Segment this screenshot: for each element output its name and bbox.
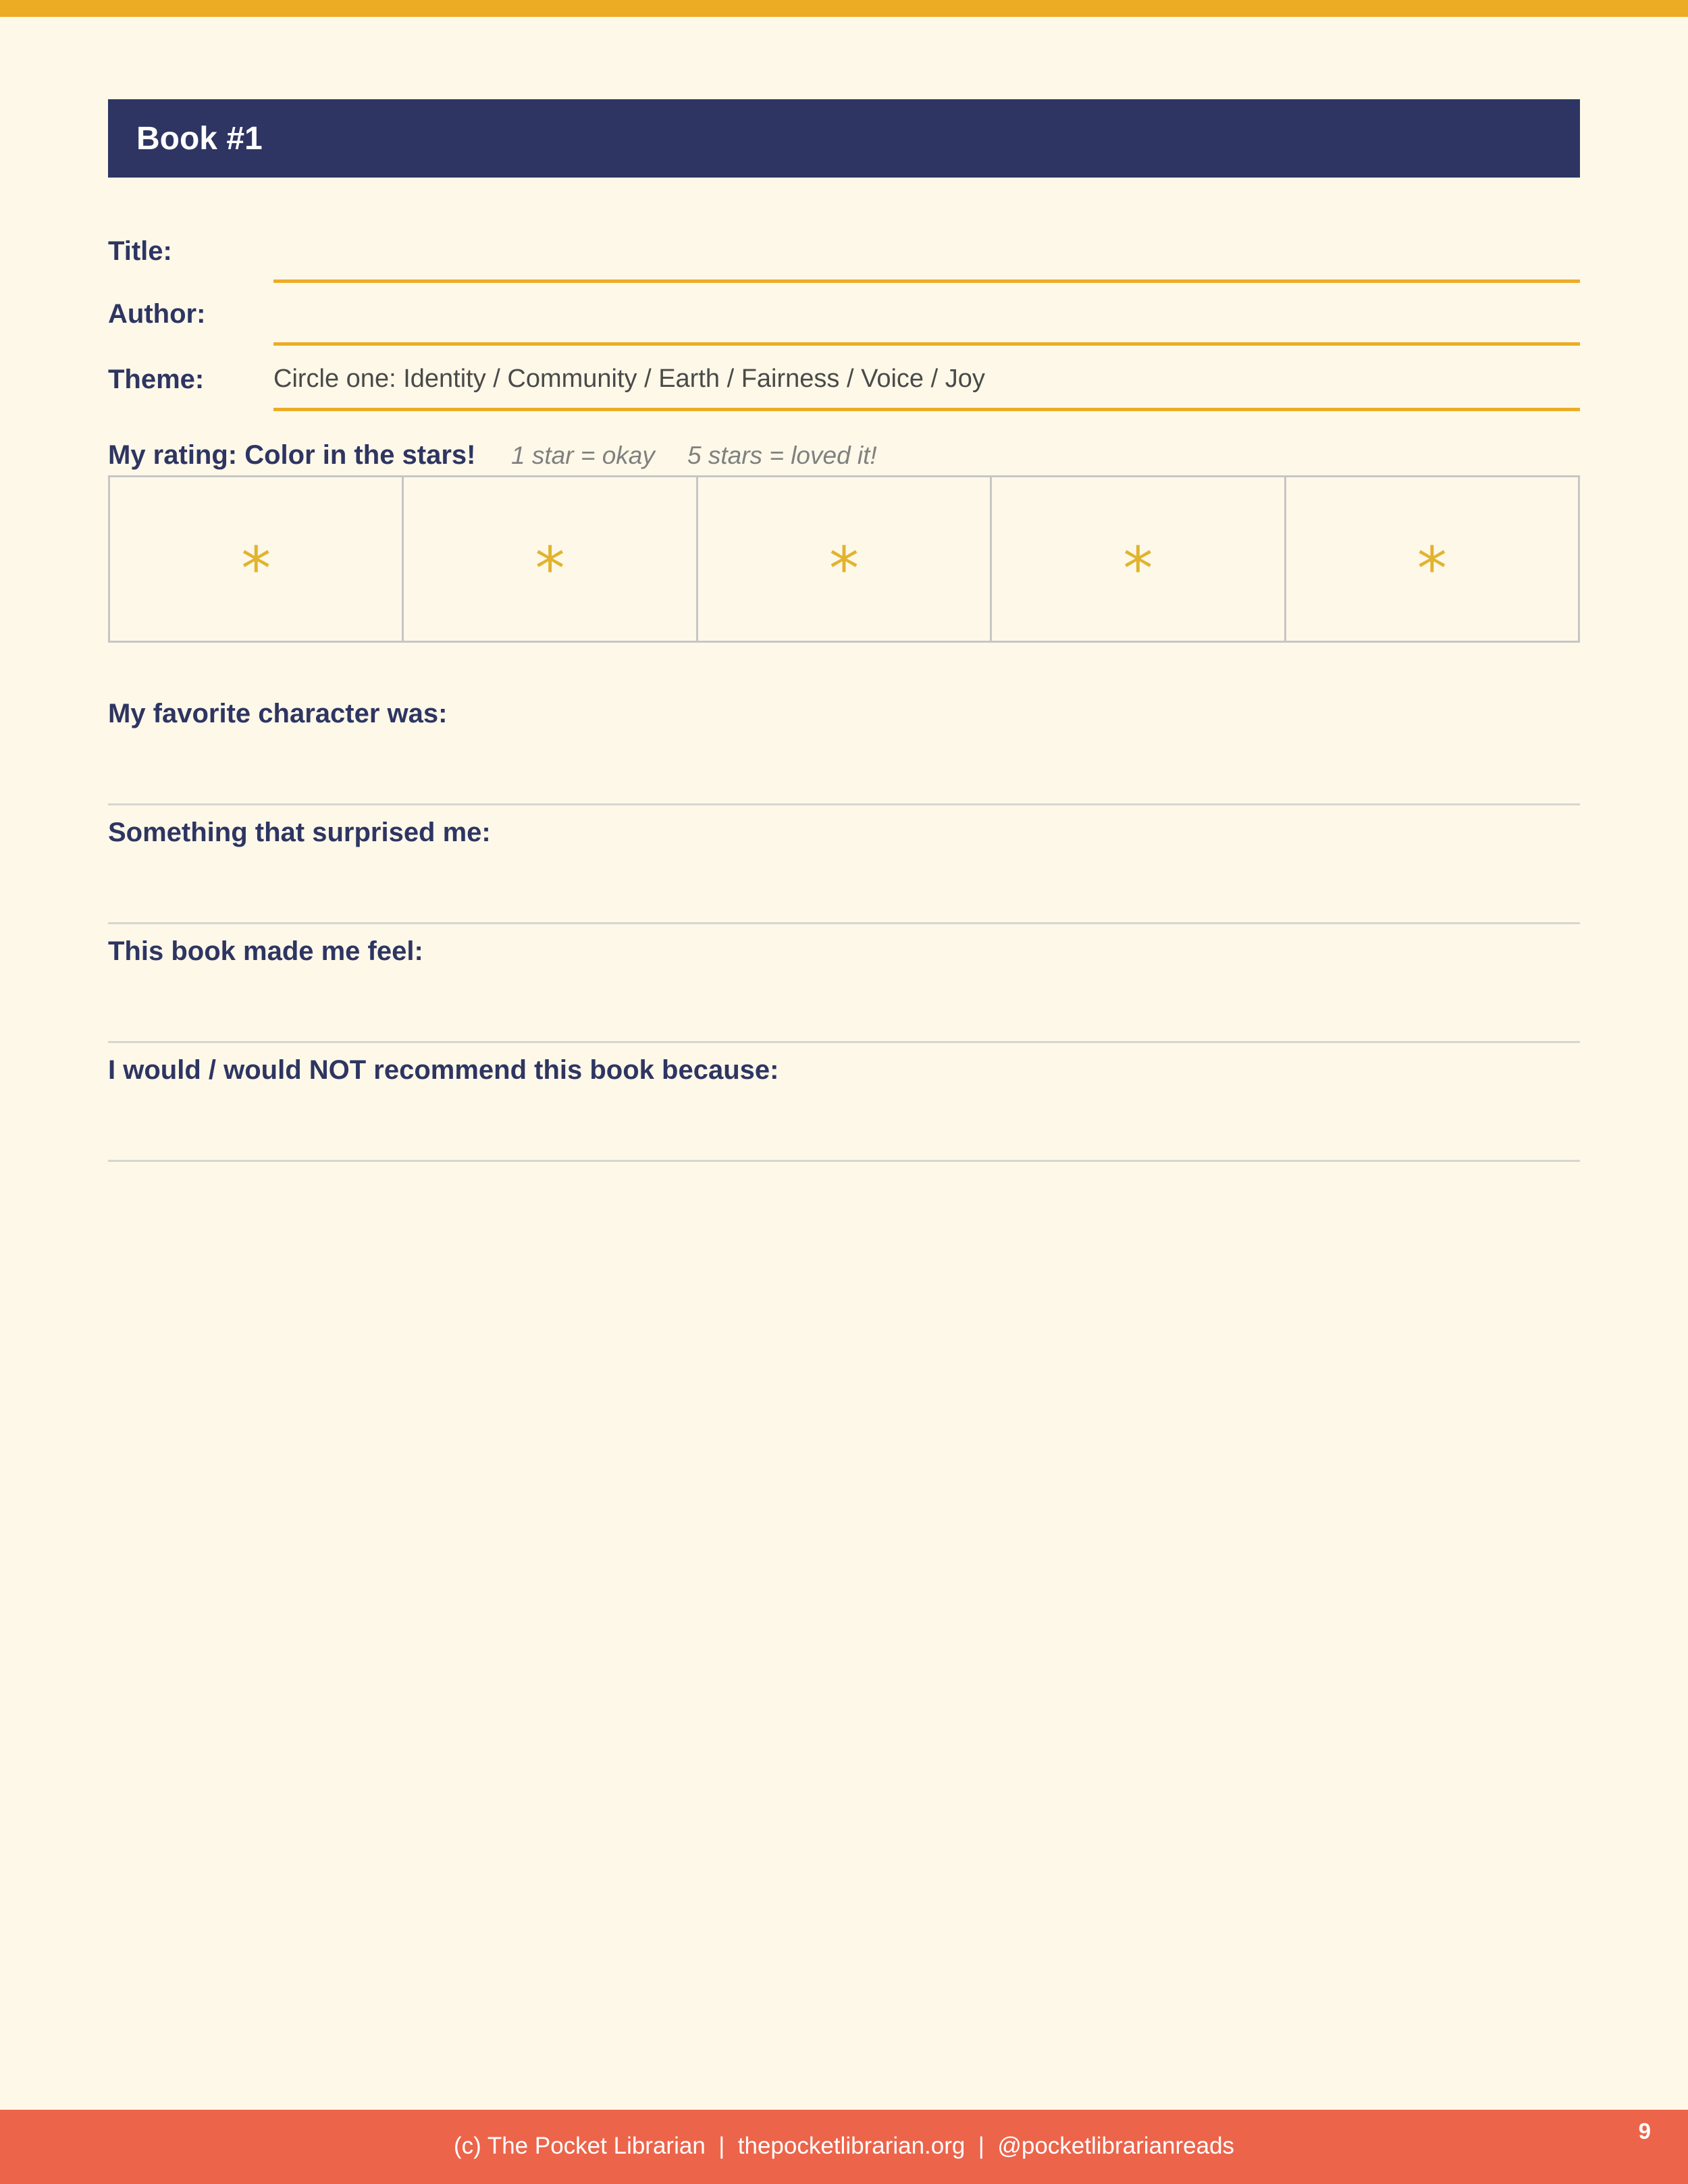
star-icon: * (829, 534, 860, 604)
footer (0, 2110, 1688, 2184)
star-cell-1[interactable] (110, 477, 404, 641)
star-icon: * (1123, 534, 1153, 604)
theme-field (108, 361, 1580, 428)
author-label: Author: (108, 299, 206, 329)
prompt-favorite-character (108, 687, 1580, 805)
top-accent-bar (0, 0, 1688, 17)
prompt-label: My favorite character was: (108, 699, 448, 728)
title-label: Title: (108, 236, 172, 266)
page-number: 9 (1638, 2119, 1651, 2143)
star-rating-grid (108, 475, 1580, 643)
theme-input-line (273, 408, 1580, 411)
title-input-line[interactable] (273, 279, 1580, 283)
star-icon: * (535, 534, 565, 604)
rating-hint-low: 1 star = okay (511, 442, 655, 469)
star-icon: * (1417, 534, 1447, 604)
star-icon: * (241, 534, 271, 604)
rating-header (108, 428, 1580, 475)
star-cell-5[interactable] (1286, 477, 1578, 641)
author-input-line[interactable] (273, 342, 1580, 346)
theme-options[interactable]: Circle one: Identity / Community / Earth / Fairness / Voice / Joy (273, 365, 985, 393)
star-cell-2[interactable] (404, 477, 697, 641)
star-cell-4[interactable] (992, 477, 1286, 641)
prompt-label: Something that surprised me: (108, 818, 491, 847)
book-header-title: Book #1 (136, 120, 263, 157)
prompt-label: This book made me feel: (108, 936, 423, 966)
answer-line[interactable] (108, 1160, 1580, 1162)
title-field (108, 235, 1580, 298)
prompt-surprised (108, 805, 1580, 924)
rating-title: My rating: Color in the stars! (108, 440, 476, 470)
theme-label: Theme: (108, 365, 205, 394)
rating-hint-high: 5 stars = loved it! (687, 442, 877, 469)
prompt-feel (108, 924, 1580, 1043)
prompt-recommend (108, 1043, 1580, 1162)
star-cell-3[interactable] (698, 477, 992, 641)
prompt-label: I would / would NOT recommend this book because: (108, 1055, 779, 1085)
worksheet-content (108, 99, 1580, 1162)
footer-credits: (c) The Pocket Librarian | thepocketlibrarian.org | @pocketlibrarianreads (453, 2133, 1235, 2159)
author-field (108, 298, 1580, 361)
book-header (108, 99, 1580, 178)
